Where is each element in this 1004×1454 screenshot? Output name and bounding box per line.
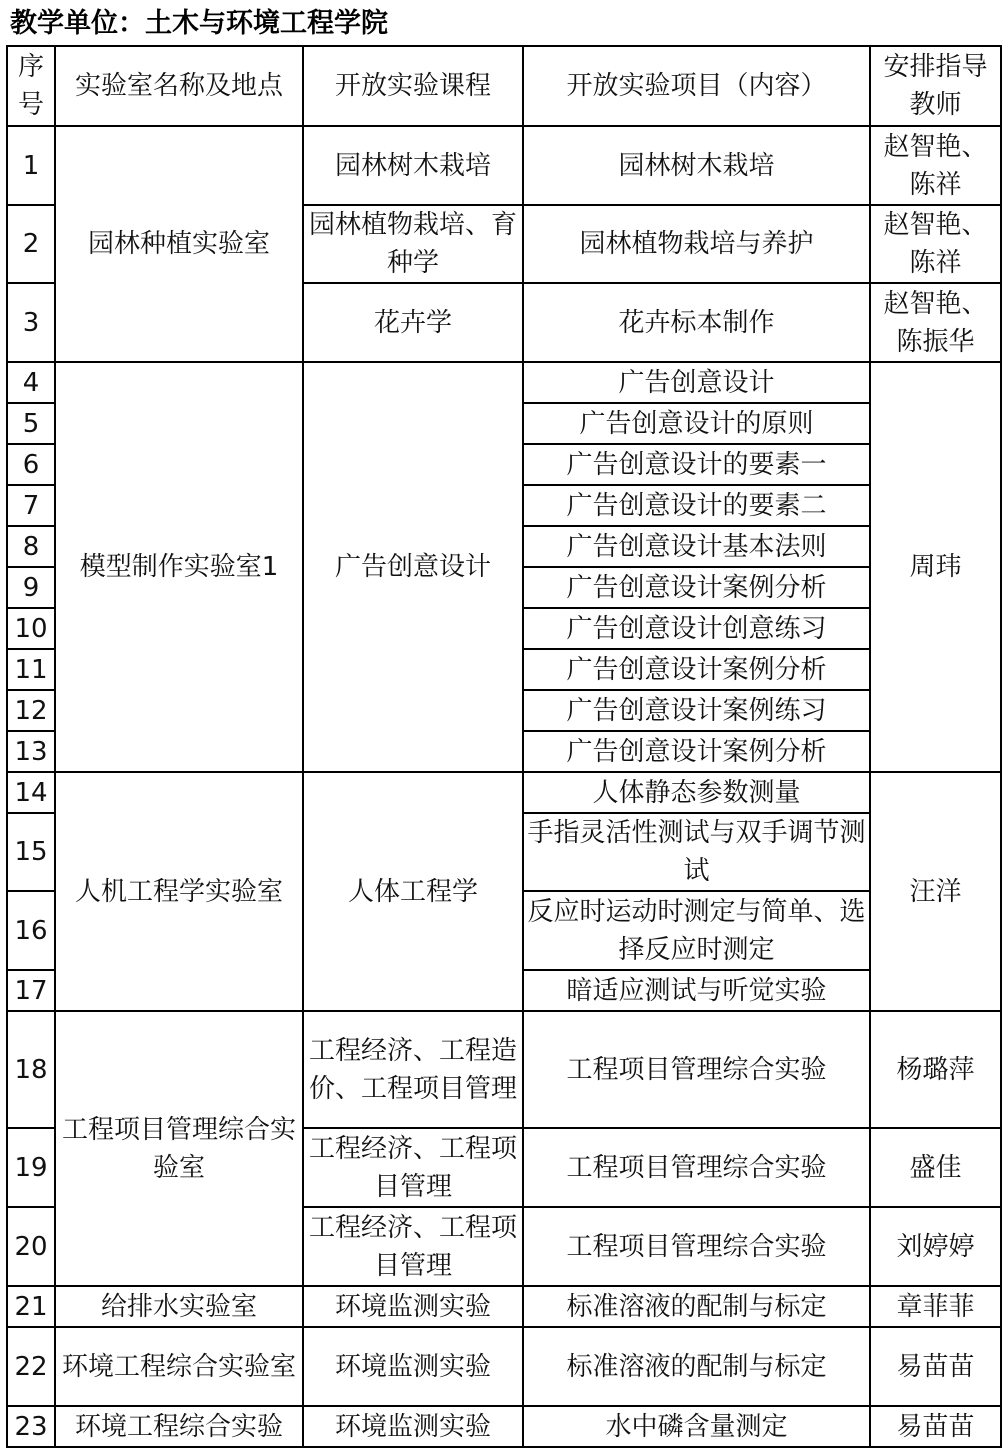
course-cell: 花卉学 bbox=[303, 283, 523, 362]
seq-cell: 8 bbox=[7, 526, 55, 567]
project-cell: 标准溶液的配制与标定 bbox=[523, 1286, 870, 1327]
project-cell: 广告创意设计的原则 bbox=[523, 403, 870, 444]
project-cell: 花卉标本制作 bbox=[523, 283, 870, 362]
seq-cell: 17 bbox=[7, 970, 55, 1011]
project-cell: 水中磷含量测定 bbox=[523, 1406, 870, 1447]
seq-cell: 9 bbox=[7, 567, 55, 608]
seq-cell: 18 bbox=[7, 1011, 55, 1128]
seq-cell: 6 bbox=[7, 444, 55, 485]
seq-cell: 2 bbox=[7, 205, 55, 283]
lab-cell: 工程项目管理综合实验室 bbox=[55, 1011, 303, 1286]
project-cell: 广告创意设计案例练习 bbox=[523, 690, 870, 731]
course-cell: 工程经济、工程项目管理 bbox=[303, 1128, 523, 1207]
project-cell: 手指灵活性测试与双手调节测试 bbox=[523, 813, 870, 891]
project-cell: 广告创意设计基本法则 bbox=[523, 526, 870, 567]
header-seq: 序号 bbox=[7, 46, 55, 126]
table-row bbox=[7, 362, 1001, 403]
teacher-cell: 杨璐萍 bbox=[870, 1011, 1001, 1128]
course-cell: 园林树木栽培 bbox=[303, 126, 523, 205]
lab-cell: 园林种植实验室 bbox=[55, 126, 303, 362]
teacher-cell: 盛佳 bbox=[870, 1128, 1001, 1207]
teacher-cell: 易苗苗 bbox=[870, 1327, 1001, 1406]
header-course: 开放实验课程 bbox=[303, 46, 523, 126]
table-row bbox=[7, 1286, 1001, 1327]
seq-cell: 23 bbox=[7, 1406, 55, 1447]
lab-cell: 环境工程综合实验室 bbox=[55, 1327, 303, 1406]
project-cell: 广告创意设计案例分析 bbox=[523, 649, 870, 690]
lab-cell: 环境工程综合实验 bbox=[55, 1406, 303, 1447]
project-cell: 工程项目管理综合实验 bbox=[523, 1011, 870, 1128]
project-cell: 反应时运动时测定与简单、选择反应时测定 bbox=[523, 891, 870, 970]
lab-cell: 模型制作实验室1 bbox=[55, 362, 303, 772]
project-cell: 人体静态参数测量 bbox=[523, 772, 870, 813]
project-cell: 广告创意设计的要素一 bbox=[523, 444, 870, 485]
course-cell: 园林植物栽培、育种学 bbox=[303, 205, 523, 283]
seq-cell: 5 bbox=[7, 403, 55, 444]
seq-cell: 20 bbox=[7, 1207, 55, 1286]
project-cell: 园林植物栽培与养护 bbox=[523, 205, 870, 283]
teacher-cell: 汪洋 bbox=[870, 772, 1001, 1011]
seq-cell: 19 bbox=[7, 1128, 55, 1207]
teacher-cell: 易苗苗 bbox=[870, 1406, 1001, 1447]
seq-cell: 16 bbox=[7, 891, 55, 970]
seq-cell: 15 bbox=[7, 813, 55, 891]
seq-cell: 1 bbox=[7, 126, 55, 205]
course-cell: 环境监测实验 bbox=[303, 1286, 523, 1327]
project-cell: 广告创意设计案例分析 bbox=[523, 567, 870, 608]
project-cell: 工程项目管理综合实验 bbox=[523, 1207, 870, 1286]
table-row bbox=[7, 1011, 1001, 1128]
seq-cell: 10 bbox=[7, 608, 55, 649]
seq-cell: 14 bbox=[7, 772, 55, 813]
teacher-cell: 周玮 bbox=[870, 362, 1001, 772]
seq-cell: 11 bbox=[7, 649, 55, 690]
project-cell: 广告创意设计创意练习 bbox=[523, 608, 870, 649]
course-cell: 广告创意设计 bbox=[303, 362, 523, 772]
project-cell: 工程项目管理综合实验 bbox=[523, 1128, 870, 1207]
lab-cell: 给排水实验室 bbox=[55, 1286, 303, 1327]
project-cell: 广告创意设计 bbox=[523, 362, 870, 403]
lab-cell: 人机工程学实验室 bbox=[55, 772, 303, 1011]
header-row bbox=[7, 46, 1001, 126]
seq-cell: 21 bbox=[7, 1286, 55, 1327]
teacher-cell: 赵智艳、陈祥 bbox=[870, 205, 1001, 283]
project-cell: 园林树木栽培 bbox=[523, 126, 870, 205]
lab-schedule-table bbox=[6, 45, 1002, 1448]
course-cell: 工程经济、工程造价、工程项目管理 bbox=[303, 1011, 523, 1128]
seq-cell: 7 bbox=[7, 485, 55, 526]
course-cell: 环境监测实验 bbox=[303, 1406, 523, 1447]
course-cell: 工程经济、工程项目管理 bbox=[303, 1207, 523, 1286]
seq-cell: 13 bbox=[7, 731, 55, 772]
table-row bbox=[7, 772, 1001, 813]
project-cell: 广告创意设计的要素二 bbox=[523, 485, 870, 526]
table-row bbox=[7, 126, 1001, 205]
teacher-cell: 赵智艳、陈振华 bbox=[870, 283, 1001, 362]
course-cell: 人体工程学 bbox=[303, 772, 523, 1011]
course-cell: 环境监测实验 bbox=[303, 1327, 523, 1406]
seq-cell: 3 bbox=[7, 283, 55, 362]
teacher-cell: 刘婷婷 bbox=[870, 1207, 1001, 1286]
seq-cell: 12 bbox=[7, 690, 55, 731]
table-row bbox=[7, 1406, 1001, 1447]
table-row bbox=[7, 1327, 1001, 1406]
header-lab: 实验室名称及地点 bbox=[55, 46, 303, 126]
seq-cell: 4 bbox=[7, 362, 55, 403]
project-cell: 广告创意设计案例分析 bbox=[523, 731, 870, 772]
header-project: 开放实验项目（内容） bbox=[523, 46, 870, 126]
page-title: 教学单位：土木与环境工程学院 bbox=[10, 8, 388, 39]
project-cell: 暗适应测试与听觉实验 bbox=[523, 970, 870, 1011]
teacher-cell: 章菲菲 bbox=[870, 1286, 1001, 1327]
seq-cell: 22 bbox=[7, 1327, 55, 1406]
teacher-cell: 赵智艳、陈祥 bbox=[870, 126, 1001, 205]
project-cell: 标准溶液的配制与标定 bbox=[523, 1327, 870, 1406]
header-teacher: 安排指导教师 bbox=[870, 46, 1001, 126]
